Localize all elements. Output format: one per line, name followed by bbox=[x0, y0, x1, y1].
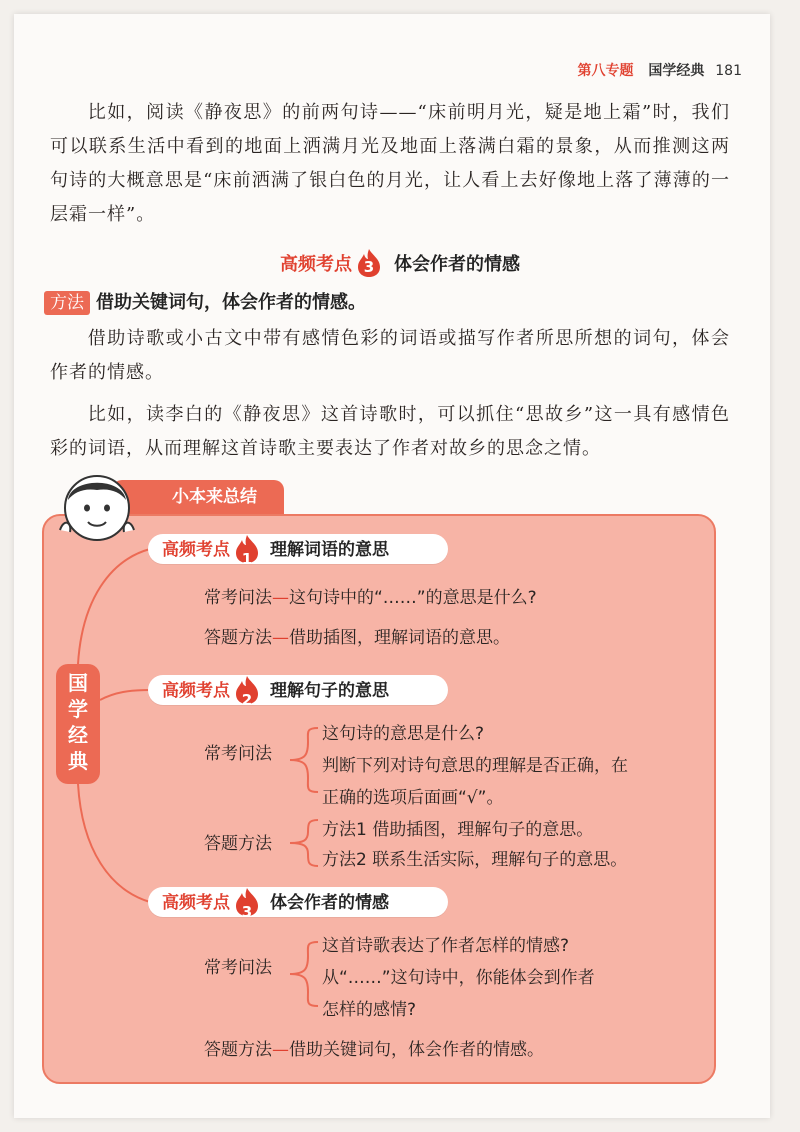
summary-point-2-ask-label: 常考问法 bbox=[204, 744, 272, 764]
keypoint-label: 高频考点 bbox=[280, 254, 352, 275]
summary-point-1-answer: 答题方法—借助插图，理解词语的意思。 bbox=[204, 628, 510, 648]
summary-point-3-answer: 答题方法—借助关键词句，体会作者的情感。 bbox=[204, 1040, 544, 1060]
summary-point-3-ask-2: 从“……”这句诗中，你能体会到作者 bbox=[322, 968, 595, 988]
flame-number-icon: 1 bbox=[234, 534, 260, 564]
summary-point-2-ask-3: 正确的选项后面画“√”。 bbox=[322, 788, 504, 808]
summary-point-2-answer-1: 方法1 借助插图，理解句子的意思。 bbox=[322, 820, 594, 840]
summary-point-2-ask-1: 这句诗的意思是什么? bbox=[322, 724, 485, 744]
method-tag: 方法 bbox=[44, 291, 90, 315]
brace-icon bbox=[286, 934, 320, 1014]
body-paragraph-2: 比如，读李白的《静夜思》这首诗歌时，可以抓住“思故乡”这一具有感情色彩的词语，从而理解这首诗歌主要表达了作者对故乡的思念之情。 bbox=[50, 404, 730, 459]
brace-icon bbox=[286, 720, 320, 800]
summary-point-2-pill: 高频考点 2 理解句子的意思 bbox=[148, 675, 448, 705]
summary-point-3-ask-3: 怎样的感情? bbox=[322, 1000, 417, 1020]
book-title: 国学经典 bbox=[648, 63, 705, 79]
chapter-label: 第八专题 bbox=[577, 63, 634, 79]
summary-tab-label: 小本来总结 bbox=[172, 487, 257, 507]
summary-point-3-ask-1: 这首诗歌表达了作者怎样的情感? bbox=[322, 936, 570, 956]
summary-point-2-answer-2: 方法2 联系生活实际，理解句子的意思。 bbox=[322, 850, 628, 870]
summary-root-label: 国 学 经 典 bbox=[56, 664, 100, 784]
summary-point-1-ask: 常考问法—这句诗中的“……”的意思是什么? bbox=[204, 588, 537, 608]
summary-point-1-pill: 高频考点 1 理解词语的意思 bbox=[148, 534, 448, 564]
flame-number-icon: 3 bbox=[234, 887, 260, 917]
flame-number-icon: 3 bbox=[356, 248, 382, 278]
summary-point-3-ask-label: 常考问法 bbox=[204, 958, 272, 978]
summary-point-2-answer-label: 答题方法 bbox=[204, 834, 272, 854]
body-paragraph-1: 借助诗歌或小古文中带有感情色彩的词语或描写作者所思所想的词句，体会作者的情感。 bbox=[50, 328, 730, 383]
intro-paragraph: 比如，阅读《静夜思》的前两句诗——“床前明月光，疑是地上霜”时，我们可以联系生活中看到的地面上洒满月光及地面上落满白霜的景象，从而推测这两句诗的大概意思是“床前洒满了银白色的月光，让人看上去好像地上落了薄薄的一层霜一样”。 bbox=[50, 102, 730, 225]
keypoint-title: 体会作者的情感 bbox=[394, 254, 520, 275]
flame-number-icon: 2 bbox=[234, 675, 260, 705]
summary-point-3-pill: 高频考点 3 体会作者的情感 bbox=[148, 887, 448, 917]
page-number: 181 bbox=[715, 63, 742, 79]
method-text: 借助关键词句，体会作者的情感。 bbox=[96, 292, 366, 313]
brace-icon bbox=[286, 814, 320, 872]
summary-point-2-ask-2: 判断下列对诗句意思的理解是否正确，在 bbox=[322, 756, 628, 776]
